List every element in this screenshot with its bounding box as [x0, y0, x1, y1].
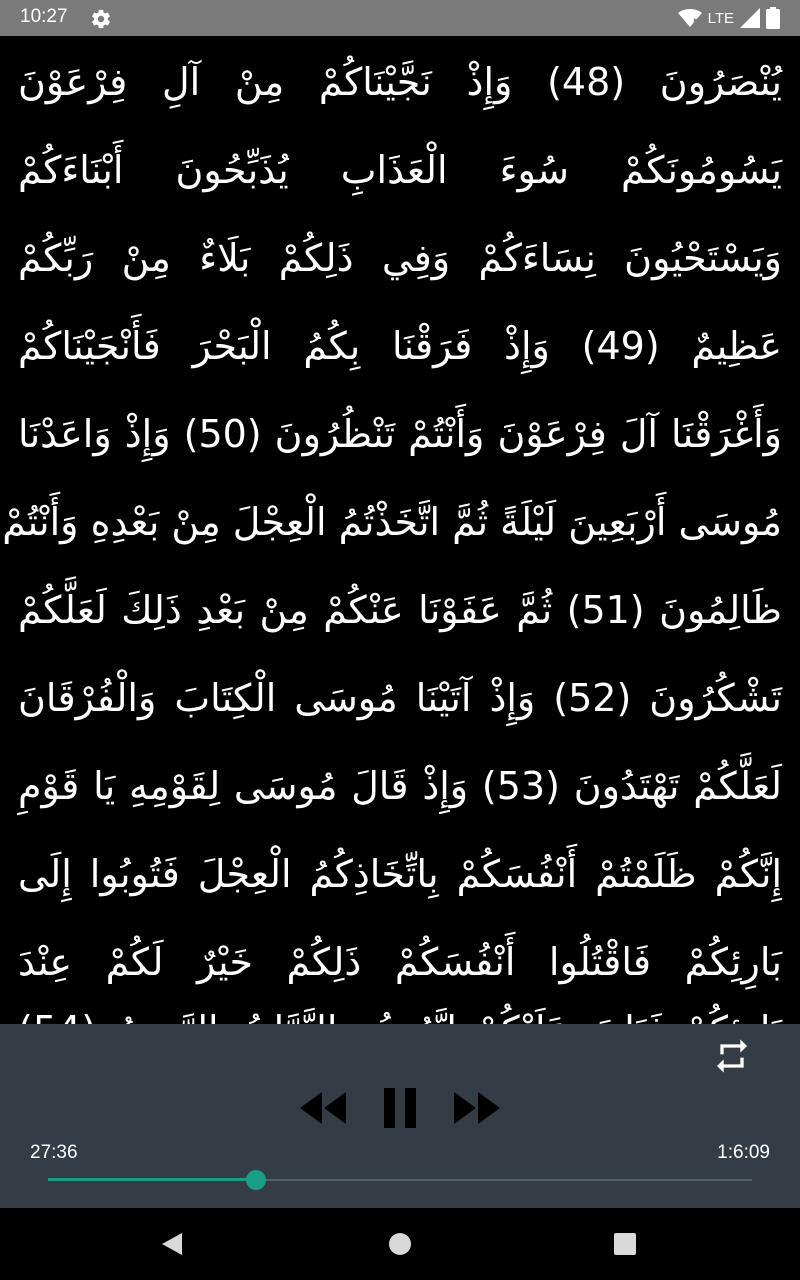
verse-line: بَارِئِكُمْ فَاقْتُلُوا أَنْفُسَكُمْ ذَلِكُمْ خَيْرٌ لَكُمْ عِنْدَ [18, 940, 782, 984]
verse-line: لَعَلَّكُمْ تَهْتَدُونَ (53) وَإِذْ قَالَ مُوسَى لِقَوْمِهِ يَا قَوْمِ [18, 764, 782, 808]
pause-icon[interactable] [382, 1086, 418, 1130]
verse-line: تَشْكُرُونَ (52) وَإِذْ آتَيْنَا مُوسَى الْكِتَابَ وَالْفُرْقَانَ [18, 676, 782, 720]
seek-progress [48, 1178, 256, 1181]
fast-forward-icon[interactable] [452, 1088, 502, 1128]
wifi-icon [678, 8, 702, 28]
total-time: 1:6:09 [717, 1142, 770, 1163]
status-bar [0, 0, 800, 36]
settings-gear-icon [90, 8, 112, 30]
seek-bar[interactable] [48, 1170, 752, 1190]
verse-line: يُنْصَرُونَ (48) وَإِذْ نَجَّيْنَاكُمْ مِنْ آلِ فِرْعَوْنَ [18, 60, 783, 104]
battery-icon [766, 7, 780, 29]
recents-square-icon[interactable] [612, 1231, 638, 1257]
quran-text-view[interactable] [0, 36, 800, 1024]
rewind-icon[interactable] [298, 1088, 348, 1128]
seek-thumb[interactable] [246, 1170, 266, 1190]
verse-line: عَظِيمٌ (49) وَإِذْ فَرَقْنَا بِكُمُ الْبَحْرَ فَأَنْجَيْنَاكُمْ [18, 324, 782, 368]
verse-line: ظَالِمُونَ (51) ثُمَّ عَفَوْنَا عَنْكُمْ مِنْ بَعْدِ ذَلِكَ لَعَلَّكُمْ [18, 588, 782, 632]
audio-player-panel [0, 1024, 800, 1208]
navigation-bar [0, 1208, 800, 1280]
verse-line: إِنَّكُمْ ظَلَمْتُمْ أَنْفُسَكُمْ بِاتِّخَاذِكُمُ الْعِجْلَ فَتُوبُوا إِلَى [18, 852, 782, 896]
verse-line: مُوسَى أَرْبَعِينَ لَيْلَةً ثُمَّ اتَّخَذْتُمُ الْعِجْلَ مِنْ بَعْدِهِ وَأَنْتُمْ [2, 500, 782, 544]
back-triangle-icon[interactable] [160, 1231, 186, 1257]
cellular-signal-icon [740, 8, 760, 28]
network-type-label: LTE [707, 9, 734, 27]
home-circle-icon[interactable] [387, 1231, 413, 1257]
verse-line: وَأَغْرَقْنَا آلَ فِرْعَوْنَ وَأَنْتُمْ تَنْظُرُونَ (50) وَإِذْ وَاعَدْنَا [18, 412, 782, 456]
status-time: 10:27 [20, 6, 68, 27]
verse-line: وَيَسْتَحْيُونَ نِسَاءَكُمْ وَفِي ذَلِكُمْ بَلَاءٌ مِنْ رَبِّكُمْ [18, 236, 782, 280]
verse-line: يَسُومُونَكُمْ سُوءَ الْعَذَابِ يُذَبِّحُونَ أَبْنَاءَكُمْ [18, 148, 782, 192]
repeat-icon[interactable] [712, 1036, 752, 1076]
elapsed-time: 27:36 [30, 1142, 78, 1163]
status-icons [678, 7, 780, 29]
